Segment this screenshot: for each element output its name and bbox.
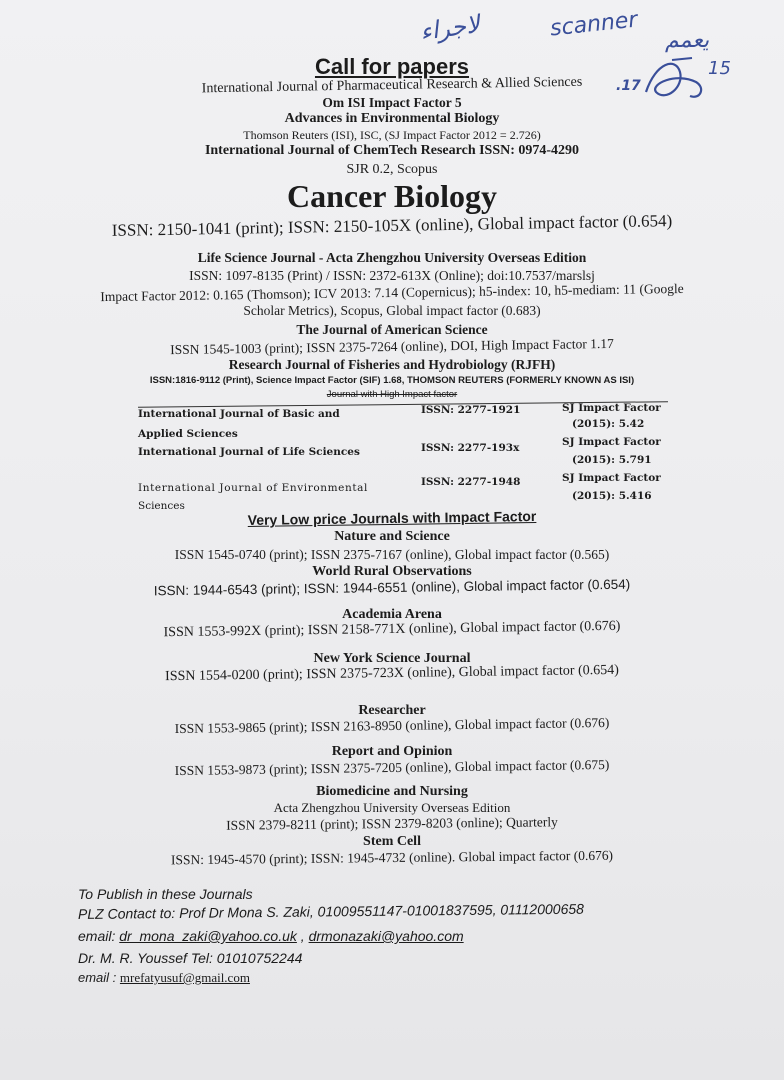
table-journal-name: International Journal of Life Sciences: [138, 446, 360, 458]
handwritten-note-scanner: scanner: [548, 7, 639, 42]
contact-phones: PLZ Contact to: Prof Dr Mona S. Zaki, 01009551147-01001837595, 01112000658: [77, 900, 584, 922]
table-sj-value: (2015): 5.42: [572, 418, 645, 430]
contact-emails: [78, 928, 464, 944]
handwritten-date-15: 15: [708, 58, 731, 79]
email-label-2: email :: [78, 970, 117, 985]
email-separator: ,: [300, 928, 305, 944]
journal-subtitle: Acta Zhengzhou University Overseas Edition: [273, 800, 511, 815]
table-sj-value: (2015): 5.791: [572, 454, 652, 466]
life-science-title: Life Science Journal - Acta Zhengzhou University Overseas Edition: [197, 250, 587, 265]
table-journal-name: International Journal of Environmental: [138, 482, 368, 494]
email-link-3[interactable]: mrefatyusuf@gmail.com: [119, 970, 250, 985]
fisheries-issn: ISSN:1816-9112 (Print), Science Impact Factor (SIF) 1.68, THOMSON REUTERS (FORMERLY KNOWN AS ISI): [149, 375, 635, 386]
life-science-impact: Impact Factor 2012: 0.165 (Thomson); ICV 2013: 7.14 (Copernicus); h5-index: 10, h5-mediam: 11 (Google: [100, 280, 684, 305]
table-journal-name-cont: Applied Sciences: [138, 428, 238, 440]
thomson-note: Thomson Reuters (ISI), ISC, (SJ Impact Factor 2012 = 2.726): [243, 128, 541, 142]
journal-title: Academia Arena: [342, 607, 442, 622]
table-sj-label: SJ Impact Factor: [562, 402, 661, 414]
handwritten-note-arabic-2: يعمم: [665, 28, 710, 53]
handwritten-date-17: .17: [616, 78, 641, 94]
handwritten-note-arabic: لاجراء: [418, 9, 482, 47]
american-science-issn: ISSN 1545-1003 (print); ISSN 2375-7264 (online), DOI, High Impact Factor 1.17: [170, 335, 614, 358]
contact-youssef: Dr. M. R. Youssef Tel: 01010752244: [78, 950, 303, 966]
cancer-biology-issn: ISSN: 2150-1041 (print); ISSN: 2150-105X (online), Global impact factor (0.654): [111, 211, 673, 240]
table-sj-value: (2015): 5.416: [572, 490, 652, 502]
journal-title: New York Science Journal: [313, 651, 471, 666]
journal-title: Report and Opinion: [331, 744, 453, 759]
fisheries-title: Research Journal of Fisheries and Hydrobiology (RJFH): [228, 357, 556, 372]
chemtech-title: International Journal of ChemTech Research ISSN: 0974-4290: [204, 143, 580, 158]
cancer-biology-title: Cancer Biology: [286, 178, 498, 214]
table-sj-label: SJ Impact Factor: [562, 436, 661, 448]
journal-env-bio: Advances in Environmental Biology: [284, 111, 500, 126]
table-journal-name-cont: Sciences: [138, 500, 185, 512]
journal-issn: ISSN 2379-8211 (print); ISSN 2379-8203 (online); Quarterly: [226, 814, 558, 833]
fisheries-note: Journal with High Impact factor: [326, 389, 458, 400]
om-isi-impact: Om ISI Impact Factor 5: [322, 95, 462, 110]
journal-pharma: International Journal of Pharmaceutical Research & Allied Sciences: [201, 74, 583, 97]
contact-email-3: [78, 970, 250, 986]
journal-chemtech: [0, 143, 784, 159]
journal-issn: ISSN 1553-9865 (print); ISSN 2163-8950 (online), Global impact factor (0.676): [174, 714, 610, 737]
call-for-papers-heading: Call for papers: [314, 54, 470, 79]
table-journal-name: International Journal of Basic and: [138, 408, 340, 420]
journal-title: World Rural Observations: [312, 564, 472, 579]
journal-issn: ISSN 1554-0200 (print); ISSN 2375-723X (online), Global impact factor (0.654): [165, 662, 619, 685]
journal-title: Nature and Science: [334, 529, 450, 544]
journal-table: [138, 404, 668, 514]
journal-title: Researcher: [358, 703, 426, 718]
table-issn: ISSN: 2277-1921: [421, 404, 521, 416]
contact-intro: To Publish in these Journals: [78, 886, 253, 902]
low-price-heading: Very Low price Journals with Impact Factor: [247, 507, 537, 529]
journal-issn: ISSN 1553-992X (print); ISSN 2158-771X (online), Global impact factor (0.676): [163, 618, 621, 641]
journal-issn: ISSN: 1944-6543 (print); ISSN: 1944-6551 (online), Global impact factor (0.654): [153, 576, 631, 599]
email-link-2[interactable]: drmonazaki@yahoo.com: [308, 928, 464, 944]
table-issn: ISSN: 2277-1948: [421, 476, 521, 488]
journal-issn: ISSN 1553-9873 (print); ISSN 2375-7205 (online), Global impact factor (0.675): [174, 756, 610, 779]
email-label: email:: [78, 928, 116, 944]
table-sj-label: SJ Impact Factor: [562, 472, 661, 484]
sjr-scopus: SJR 0.2, Scopus: [346, 162, 438, 177]
email-link-1[interactable]: dr_mona_zaki@yahoo.co.uk: [119, 928, 297, 944]
table-issn: ISSN: 2277-193x: [421, 442, 520, 454]
journal-issn: ISSN: 1945-4570 (print); ISSN: 1945-4732 (online). Global impact factor (0.676): [170, 847, 614, 868]
american-science-title: The Journal of American Science: [296, 322, 488, 337]
life-science-issn: ISSN: 1097-8135 (Print) / ISSN: 2372-613X (Online); doi:10.7537/marslsj: [189, 268, 595, 283]
journal-title: Biomedicine and Nursing: [316, 784, 468, 799]
journal-title: Stem Cell: [363, 834, 421, 849]
life-science-metrics: Scholar Metrics), Scopus, Global impact factor (0.683): [243, 303, 541, 318]
journal-issn: ISSN 1545-0740 (print); ISSN 2375-7167 (online), Global impact factor (0.565): [174, 547, 610, 562]
